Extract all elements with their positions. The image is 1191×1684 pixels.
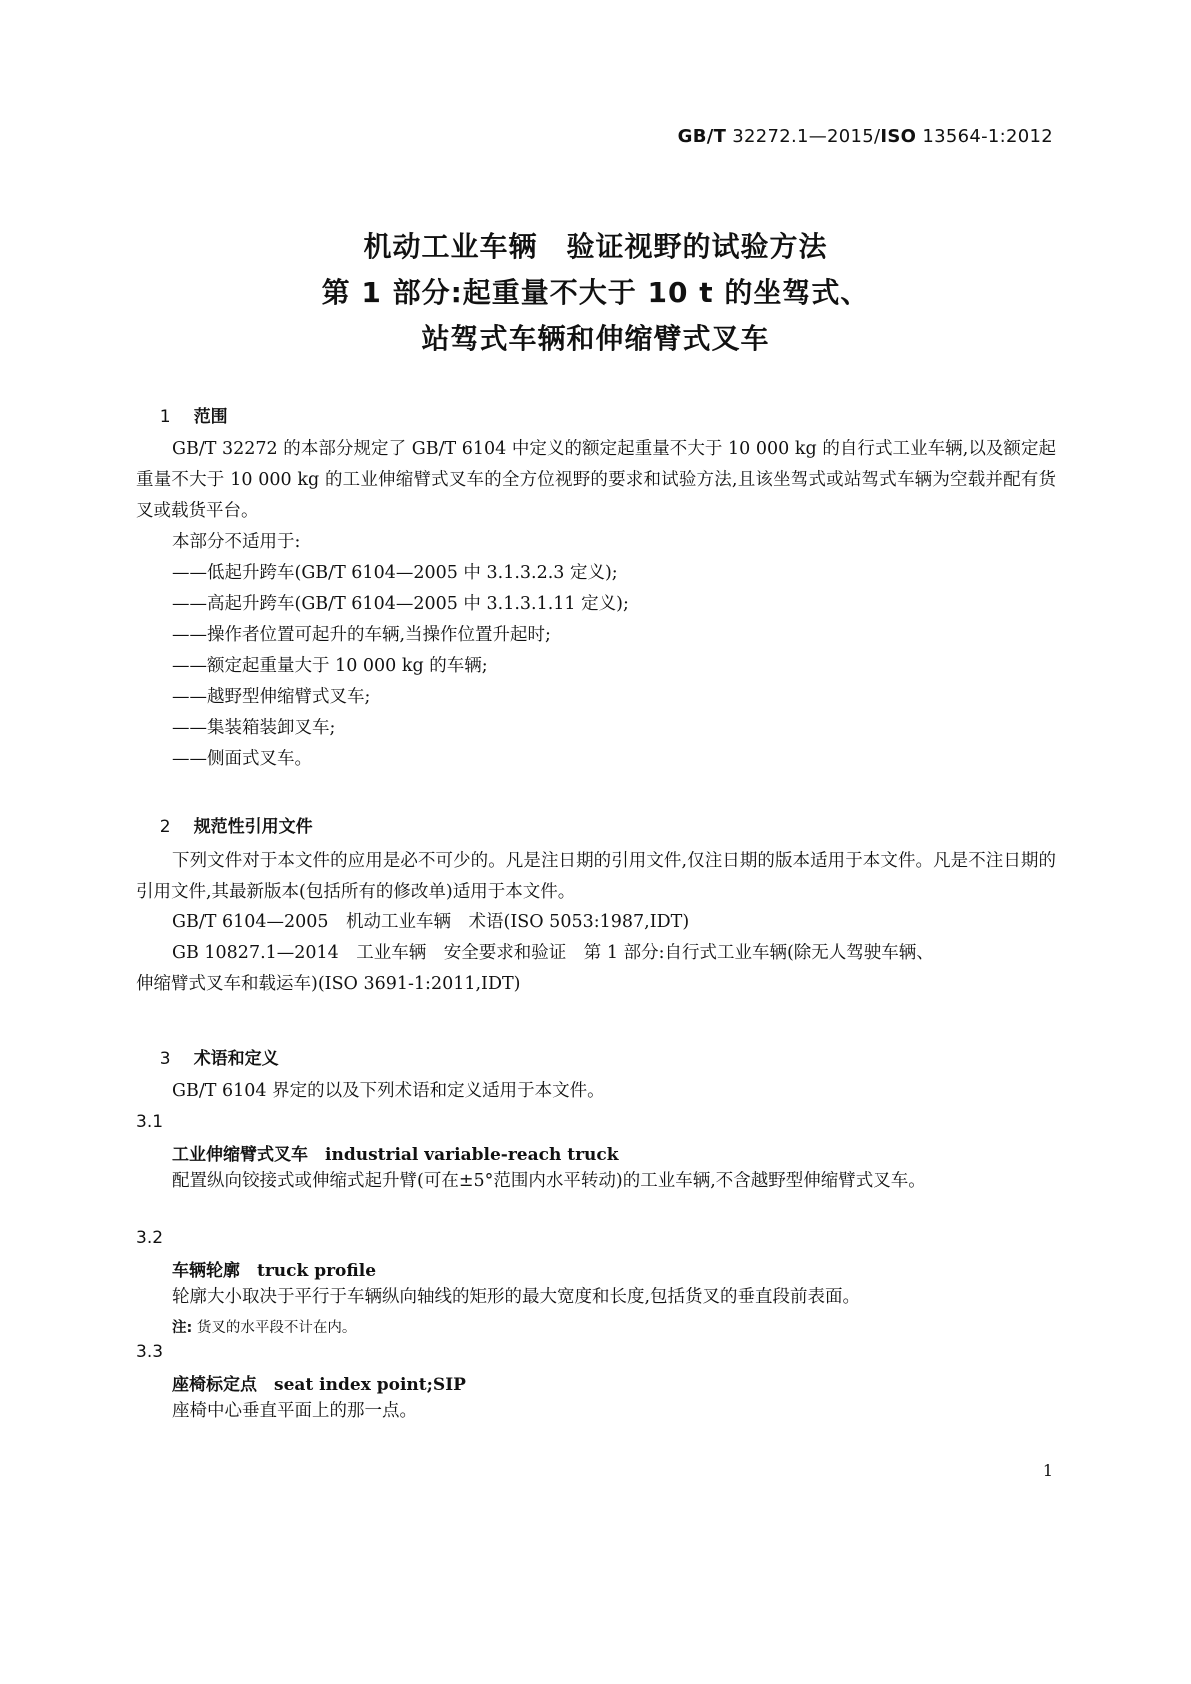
document-title (0, 224, 1191, 362)
term-note: 注: 货叉的水平段不计在内。 (172, 1320, 357, 1336)
exclusion-item: ——越野型伸缩臂式叉车; (172, 687, 371, 707)
not-applicable-intro: 本部分不适用于: (172, 532, 301, 552)
standard-code-iso-number: 13564-1:2012 (916, 126, 1053, 147)
exclusion-item: ——额定起重量大于 10 000 kg 的车辆; (172, 656, 488, 676)
standard-code-number: 32272.1—2015/ (726, 126, 881, 147)
section-1-paragraph: GB/T 32272 的本部分规定了 GB/T 6104 中定义的额定起重量不大于 10 000 kg 的自行式工业车辆,以及额定起重量不大于 10 000 kg 的工业伸缩臂式叉车的全方位视野的要求和试验方法,且该坐驾式或站驾式车辆为空载并配有货叉或载货平台。 (136, 439, 1056, 521)
term-heading: 车辆轮廓 truck profile (172, 1261, 377, 1281)
clause-number: 3.1 (136, 1112, 164, 1132)
term-definition: 轮廓大小取决于平行于车辆纵向轴线的矩形的最大宽度和长度,包括货叉的垂直段前表面。 (172, 1287, 861, 1307)
section-2-paragraph: 下列文件对于本文件的应用是必不可少的。凡是注日期的引用文件,仅注日期的版本适用于本文件。凡是不注日期的引用文件,其最新版本(包括所有的修改单)适用于本文件。 (136, 851, 1056, 902)
exclusion-item: ——操作者位置可起升的车辆,当操作位置升起时; (172, 625, 551, 645)
title-line-3: 站驾式车辆和伸缩臂式叉车 (421, 322, 770, 355)
clause-number: 3.2 (136, 1228, 164, 1248)
exclusion-item: ——侧面式叉车。 (172, 749, 312, 769)
clause-number: 3.3 (136, 1342, 164, 1362)
section-1-heading: 1 范围 (159, 407, 228, 427)
title-line-2: 第 1 部分:起重量不大于 10 t 的坐驾式、 (321, 276, 870, 309)
normative-reference: GB/T 6104—2005 机动工业车辆 术语(ISO 5053:1987,IDT) (172, 912, 690, 932)
exclusion-item: ——低起升跨车(GB/T 6104—2005 中 3.1.3.2.3 定义); (172, 563, 618, 583)
term-heading: 工业伸缩臂式叉车 industrial variable-reach truck (172, 1145, 619, 1165)
standard-code (678, 126, 1053, 147)
standard-code-iso: ISO (880, 126, 917, 147)
title-line-1: 机动工业车辆 验证视野的试验方法 (363, 230, 828, 263)
term-heading: 座椅标定点 seat index point;SIP (172, 1375, 466, 1395)
standard-code-prefix: GB/T (677, 126, 727, 147)
exclusion-item: ——高起升跨车(GB/T 6104—2005 中 3.1.3.1.11 定义); (172, 594, 629, 614)
term-definition: 座椅中心垂直平面上的那一点。 (172, 1401, 417, 1421)
section-2-heading: 2 规范性引用文件 (159, 817, 313, 837)
page-number: 1 (1042, 1461, 1053, 1480)
section-3-intro: GB/T 6104 界定的以及下列术语和定义适用于本文件。 (172, 1081, 605, 1101)
normative-reference-continued: 伸缩臂式叉车和载运车)(ISO 3691-1:2011,IDT) (136, 974, 521, 994)
section-3-heading: 3 术语和定义 (159, 1049, 279, 1069)
normative-reference: GB 10827.1—2014 工业车辆 安全要求和验证 第 1 部分:自行式工业车辆(除无人驾驶车辆、 (172, 943, 934, 963)
exclusion-item: ——集装箱装卸叉车; (172, 718, 336, 738)
term-definition: 配置纵向铰接式或伸缩式起升臂(可在±5°范围内水平转动)的工业车辆,不含越野型伸缩臂式叉车。 (172, 1171, 926, 1191)
